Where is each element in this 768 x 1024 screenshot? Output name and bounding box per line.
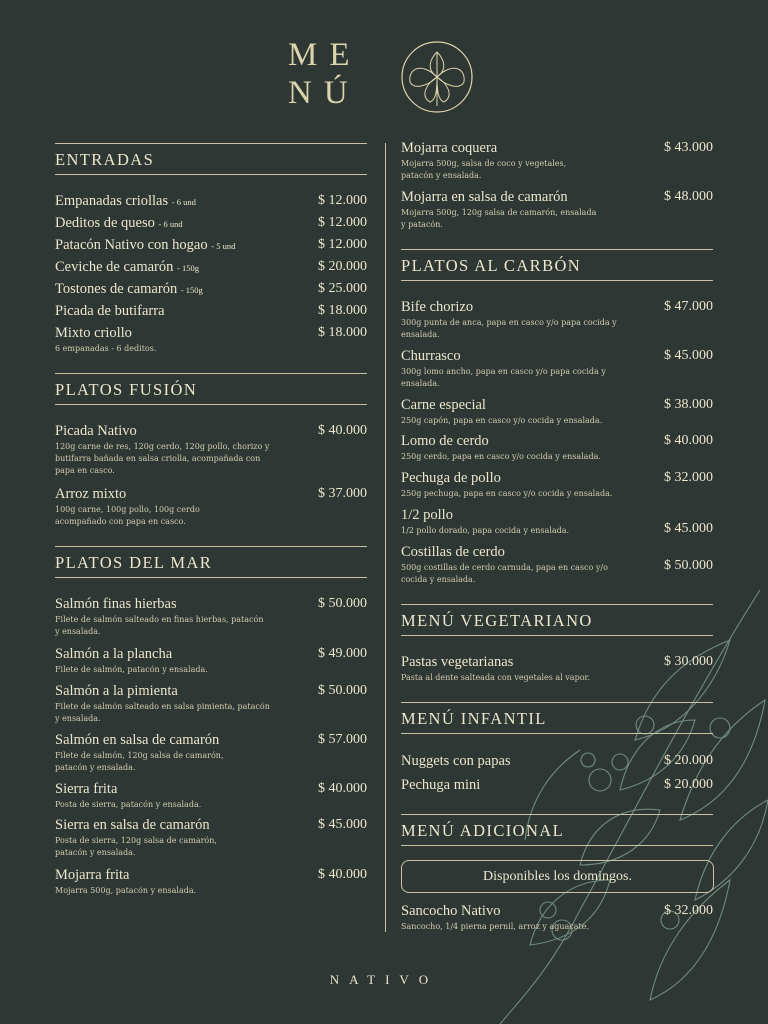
item-price: $ 25.000 [318, 281, 367, 296]
menu-item [401, 903, 713, 933]
item-price: $ 40.000 [318, 867, 367, 882]
menu-item [401, 140, 713, 182]
item-price: $ 48.000 [664, 189, 713, 204]
item-price: $ 40.000 [664, 433, 713, 448]
section-infantil [401, 702, 713, 734]
section-mar [55, 546, 367, 578]
item-price: $ 18.000 [318, 325, 367, 340]
item-description: Pasta al dente salteada con vegetales al vapor. [401, 673, 590, 682]
menu-item [55, 732, 367, 774]
item-name: Patacón Nativo con hogao [55, 237, 208, 253]
item-price: $ 49.000 [318, 646, 367, 661]
item-description: 500g costillas de cerdo carnuda, papa en casco y/o cocida y ensalada. [401, 563, 608, 584]
menu-item [401, 299, 713, 341]
menu-item [55, 646, 367, 676]
item-name: Salmón a la pimienta [55, 683, 178, 699]
section-title: ENTRADAS [55, 150, 155, 169]
item-price: $ 40.000 [318, 781, 367, 796]
menu-item [401, 753, 713, 770]
menu-item [401, 777, 713, 794]
section-title: MENÚ INFANTIL [401, 709, 547, 728]
section-adicional [401, 814, 713, 846]
item-name: Sierra frita [55, 781, 118, 797]
item-price: $ 45.000 [664, 521, 713, 536]
menu-title-line1: ME [288, 37, 362, 73]
butterfly-logo-icon [400, 40, 474, 118]
item-price: $ 50.000 [664, 558, 713, 573]
item-price: $ 45.000 [664, 348, 713, 363]
menu-item [55, 596, 367, 638]
item-name: Mojarra coquera [401, 140, 498, 156]
menu-title [288, 36, 362, 112]
menu-item [401, 470, 713, 500]
menu-item [55, 325, 367, 355]
menu-item [55, 867, 367, 897]
menu-item [55, 423, 367, 477]
item-name: Lomo de cerdo [401, 433, 489, 449]
item-name: Carne especial [401, 397, 486, 413]
item-description: 300g lomo ancho, papa en casco y/o papa cocida y ensalada. [401, 367, 606, 388]
item-name: Bife chorizo [401, 299, 474, 315]
item-price: $ 37.000 [318, 486, 367, 501]
item-price: $ 40.000 [318, 423, 367, 438]
menu-item [401, 397, 713, 427]
item-description: Mojarra 500g, patacón y ensalada. [55, 886, 197, 895]
item-price: $ 20.000 [664, 753, 713, 768]
item-name: Deditos de queso [55, 215, 155, 231]
menu-item [55, 781, 367, 811]
item-name: Tostones de camarón [55, 281, 178, 297]
availability-badge: Disponibles los domingos. [401, 860, 714, 893]
item-description: 250g cerdo, papa en casco y/o cocida y ensalada. [401, 452, 601, 461]
item-qty: - 5 und [211, 241, 236, 251]
menu-item [401, 507, 713, 537]
item-price: $ 12.000 [318, 215, 367, 230]
item-name: Salmón a la plancha [55, 646, 173, 662]
item-name: Ceviche de camarón [55, 259, 174, 275]
item-price: $ 57.000 [318, 732, 367, 747]
menu-item [55, 486, 367, 528]
item-description: Filete de salmón salteado en salsa pimienta, patacón y ensalada. [55, 702, 270, 723]
item-name: 1/2 pollo [401, 507, 453, 523]
menu-item [55, 215, 367, 233]
item-description: Posta de sierra, 120g salsa de camarón, patacón y ensalada. [55, 836, 217, 857]
item-name: Pastas vegetarianas [401, 654, 514, 670]
section-entradas [55, 143, 367, 175]
item-description: 120g carne de res, 120g cerdo, 120g pollo, chorizo y butifarra bañada en salsa criolla, acompañada con papa en casco. [55, 442, 270, 475]
leaf-branch-illustration [430, 580, 768, 1024]
menu-title-line2: NÚ [288, 75, 360, 111]
item-price: $ 47.000 [664, 299, 713, 314]
item-qty: - 150g [176, 263, 199, 273]
item-qty: - 150g [180, 285, 203, 295]
item-price: $ 50.000 [318, 683, 367, 698]
item-name: Salmón finas hierbas [55, 596, 177, 612]
item-description: Filete de salmón, patacón y ensalada. [55, 665, 208, 674]
item-qty: - 6 und [171, 197, 196, 207]
brand-footer: NATIVO [329, 972, 439, 987]
column-divider [385, 143, 386, 932]
item-name: Picada de butifarra [55, 303, 165, 319]
section-title: PLATOS DEL MAR [55, 553, 213, 572]
section-carbon [401, 249, 713, 281]
menu-item [401, 348, 713, 390]
item-name: Sancocho Nativo [401, 903, 501, 919]
item-description: 1/2 pollo dorado, papa cocida y ensalada. [401, 526, 570, 535]
item-price: $ 12.000 [318, 193, 367, 208]
section-title: MENÚ ADICIONAL [401, 821, 565, 840]
item-name: Mixto criollo [55, 325, 132, 341]
item-description: 6 empanadas - 6 deditos. [55, 344, 157, 353]
item-name: Nuggets con papas [401, 753, 511, 769]
item-description: 100g carne, 100g pollo, 100g cerdo acompañado con papa en casco. [55, 505, 200, 526]
menu-item [401, 433, 713, 463]
item-price: $ 20.000 [318, 259, 367, 274]
item-description: 250g capón, papa en casco y/o cocida y ensalada. [401, 416, 603, 425]
menu-item [55, 817, 367, 859]
item-price: $ 45.000 [318, 817, 367, 832]
item-name: Mojarra frita [55, 867, 130, 883]
section-title: PLATOS FUSIÓN [55, 380, 198, 399]
item-price: $ 38.000 [664, 397, 713, 412]
item-qty: - 6 und [158, 219, 183, 229]
item-price: $ 30.000 [664, 654, 713, 669]
item-price: $ 20.000 [664, 777, 713, 792]
item-name: Churrasco [401, 348, 461, 364]
menu-item [401, 654, 713, 684]
item-name: Arroz mixto [55, 486, 127, 502]
item-price: $ 32.000 [664, 903, 713, 918]
item-price: $ 32.000 [664, 470, 713, 485]
item-description: Filete de salmón, 120g salsa de camarón, patacón y ensalada. [55, 751, 224, 772]
item-name: Pechuga mini [401, 777, 481, 793]
item-price: $ 50.000 [318, 596, 367, 611]
item-description: Posta de sierra, patacón y ensalada. [55, 800, 202, 809]
menu-item [55, 193, 367, 211]
item-description: Mojarra 500g, salsa de coco y vegetales, patacón y ensalada. [401, 159, 567, 180]
item-name: Pechuga de pollo [401, 470, 501, 486]
menu-item [401, 544, 713, 586]
item-name: Costillas de cerdo [401, 544, 505, 560]
item-name: Mojarra en salsa de camarón [401, 189, 568, 205]
menu-item [55, 237, 367, 255]
menu-item [55, 259, 367, 277]
section-fusion [55, 373, 367, 405]
item-description: 300g punta de anca, papa en casco y/o papa cocida y ensalada. [401, 318, 617, 339]
item-description: Mojarra 500g, 120g salsa de camarón, ensalada y patacón. [401, 208, 597, 229]
item-price: $ 18.000 [318, 303, 367, 318]
item-name: Picada Nativo [55, 423, 137, 439]
section-title: PLATOS AL CARBÓN [401, 256, 582, 275]
section-vegetariano [401, 604, 713, 636]
item-name: Salmón en salsa de camarón [55, 732, 220, 748]
menu-item [55, 683, 367, 725]
item-name: Empanadas criollas [55, 193, 169, 209]
menu-item [55, 281, 367, 299]
item-description: 250g pechuga, papa en casco y/o cocida y ensalada. [401, 489, 613, 498]
item-price: $ 43.000 [664, 140, 713, 155]
section-title: MENÚ VEGETARIANO [401, 611, 593, 630]
menu-item [55, 303, 367, 320]
item-description: Sancocho, 1/4 pierna pernil, arroz y aguacate. [401, 922, 589, 931]
item-description: Filete de salmón salteado en finas hierbas, patacón y ensalada. [55, 615, 264, 636]
menu-item [401, 189, 713, 231]
item-price: $ 12.000 [318, 237, 367, 252]
item-name: Sierra en salsa de camarón [55, 817, 210, 833]
